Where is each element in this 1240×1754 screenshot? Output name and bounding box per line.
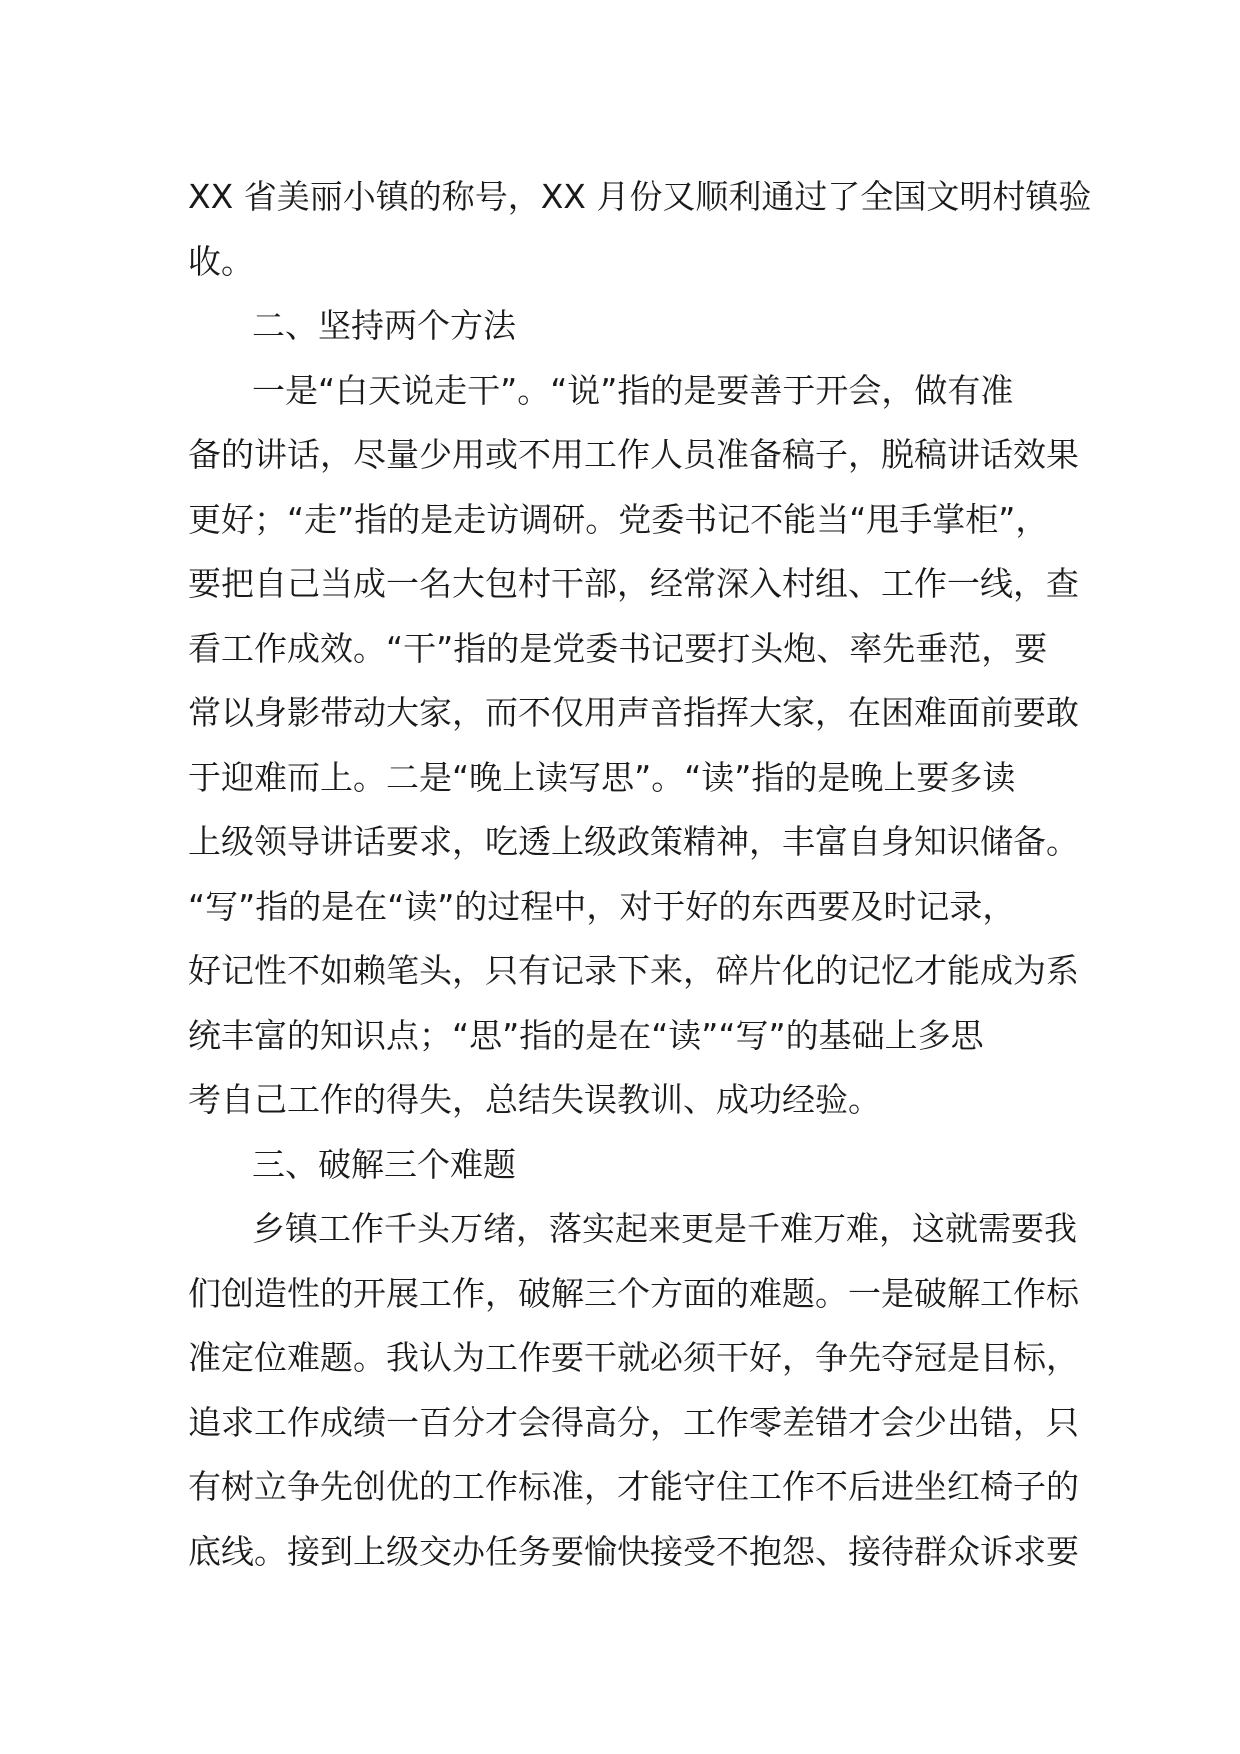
- text-line: 有树立争先创优的工作标准，才能守住工作不后进坐红椅子的: [188, 1467, 1079, 1506]
- section-heading: 三、破解三个难题: [252, 1144, 516, 1184]
- text-line: 看工作成效。“干”指的是党委书记要打头炮、率先垂范，要: [188, 628, 1048, 668]
- text-line: 追求工作成绩一百分才会得高分，工作零差错才会少出错，只: [188, 1402, 1079, 1442]
- text-line: 统丰富的知识点；“思”指的是在“读”“写”的基础上多思: [188, 1015, 984, 1055]
- text-line: 要把自己当成一名大包村干部，经常深入村组、工作一线，查: [188, 564, 1079, 603]
- text-line: 备的讲话，尽量少用或不用工作人员准备稿子，脱稿讲话效果: [188, 435, 1079, 474]
- text-line: 常以身影带动大家，而不仅用声音指挥大家，在困难面前要敢: [188, 693, 1079, 732]
- text-line: 考自己工作的得失，总结失误教训、成功经验。: [188, 1080, 881, 1119]
- text-line: 上级领导讲话要求，吃透上级政策精神，丰富自身知识储备。: [188, 822, 1079, 861]
- text-line: 好记性不如赖笔头，只有记录下来，碎片化的记忆才能成为系: [188, 951, 1079, 990]
- text-line: XX 省美丽小镇的称号，XX 月份又顺利通过了全国文明村镇验: [188, 177, 1092, 216]
- text-line: 们创造性的开展工作，破解三个方面的难题。一是破解工作标: [188, 1273, 1079, 1313]
- body-text: [188, 165, 1092, 1584]
- text-line: 于迎难而上。二是“晚上读写思”。“读”指的是晚上要多读: [188, 757, 1016, 797]
- section-heading: 二、坚持两个方法: [252, 306, 516, 345]
- text-line: 乡镇工作千头万绪，落实起来更是千难万难，这就需要我: [252, 1209, 1077, 1248]
- text-line: 收。: [188, 241, 254, 281]
- text-line: 准定位难题。我认为工作要干就必须干好，争先夺冠是目标，: [188, 1338, 1079, 1377]
- text-line: 一是“白天说走干”。“说”指的是要善于开会，做有准: [252, 370, 1014, 410]
- text-line: 更好；“走”指的是走访调研。党委书记不能当“甩手掌柜”，: [188, 499, 1049, 539]
- text-line: “写”指的是在“读”的过程中，对于好的东西要及时记录，: [188, 886, 1016, 926]
- text-line: 底线。接到上级交办任务要愉快接受不抱怨、接待群众诉求要: [188, 1531, 1079, 1571]
